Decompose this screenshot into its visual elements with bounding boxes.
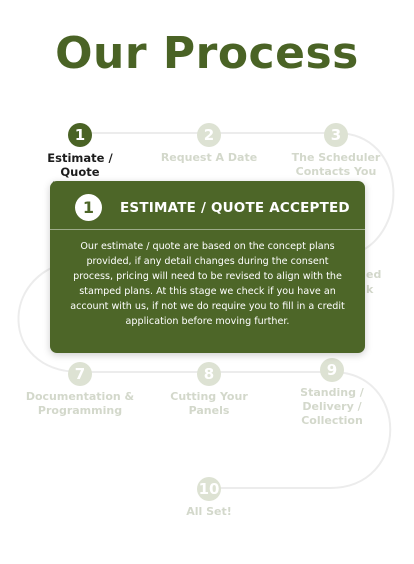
step-label-8: Cutting Your Panels: [170, 390, 248, 417]
popup-title: ESTIMATE / QUOTE ACCEPTED: [120, 200, 350, 216]
hidden-step-fragment-b: k: [366, 283, 374, 296]
step-number-7: 7: [68, 362, 92, 386]
step-label-9: Standing / Delivery / Collection: [300, 386, 364, 427]
step-2[interactable]: [144, 123, 274, 165]
step-label-7: Documentation & Programming: [25, 390, 135, 417]
popup-divider: [50, 229, 365, 230]
popup-step-number: 1: [75, 194, 102, 221]
hidden-step-fragment-a: ed: [366, 268, 382, 281]
step-8[interactable]: [144, 362, 274, 418]
step-label-10: All Set!: [186, 505, 232, 518]
step-label-2: Request A Date: [160, 151, 258, 164]
step-number-1: 1: [68, 123, 92, 147]
step-number-8: 8: [197, 362, 221, 386]
step-number-9: 9: [320, 358, 344, 382]
step-number-10: 10: [197, 477, 221, 501]
step-label-3: The Scheduler Contacts You: [291, 151, 381, 178]
page-title: Our Process: [55, 28, 359, 79]
step-detail-popup: [50, 181, 365, 353]
step-label-1: Estimate / Quote: [47, 151, 113, 179]
step-3[interactable]: [271, 123, 401, 179]
step-number-3: 3: [324, 123, 348, 147]
step-number-2: 2: [197, 123, 221, 147]
popup-description: Our estimate / quote are based on the concept plans provided, if any detail changes during the consent process, pricing will need to be revised to align with the stamped plans. At this stage we check if you have an account with us, if not we do require you to fill in a credit application before moving further.: [70, 241, 345, 327]
step-9[interactable]: [267, 358, 397, 428]
step-7[interactable]: [15, 362, 145, 418]
step-10[interactable]: [144, 477, 274, 519]
